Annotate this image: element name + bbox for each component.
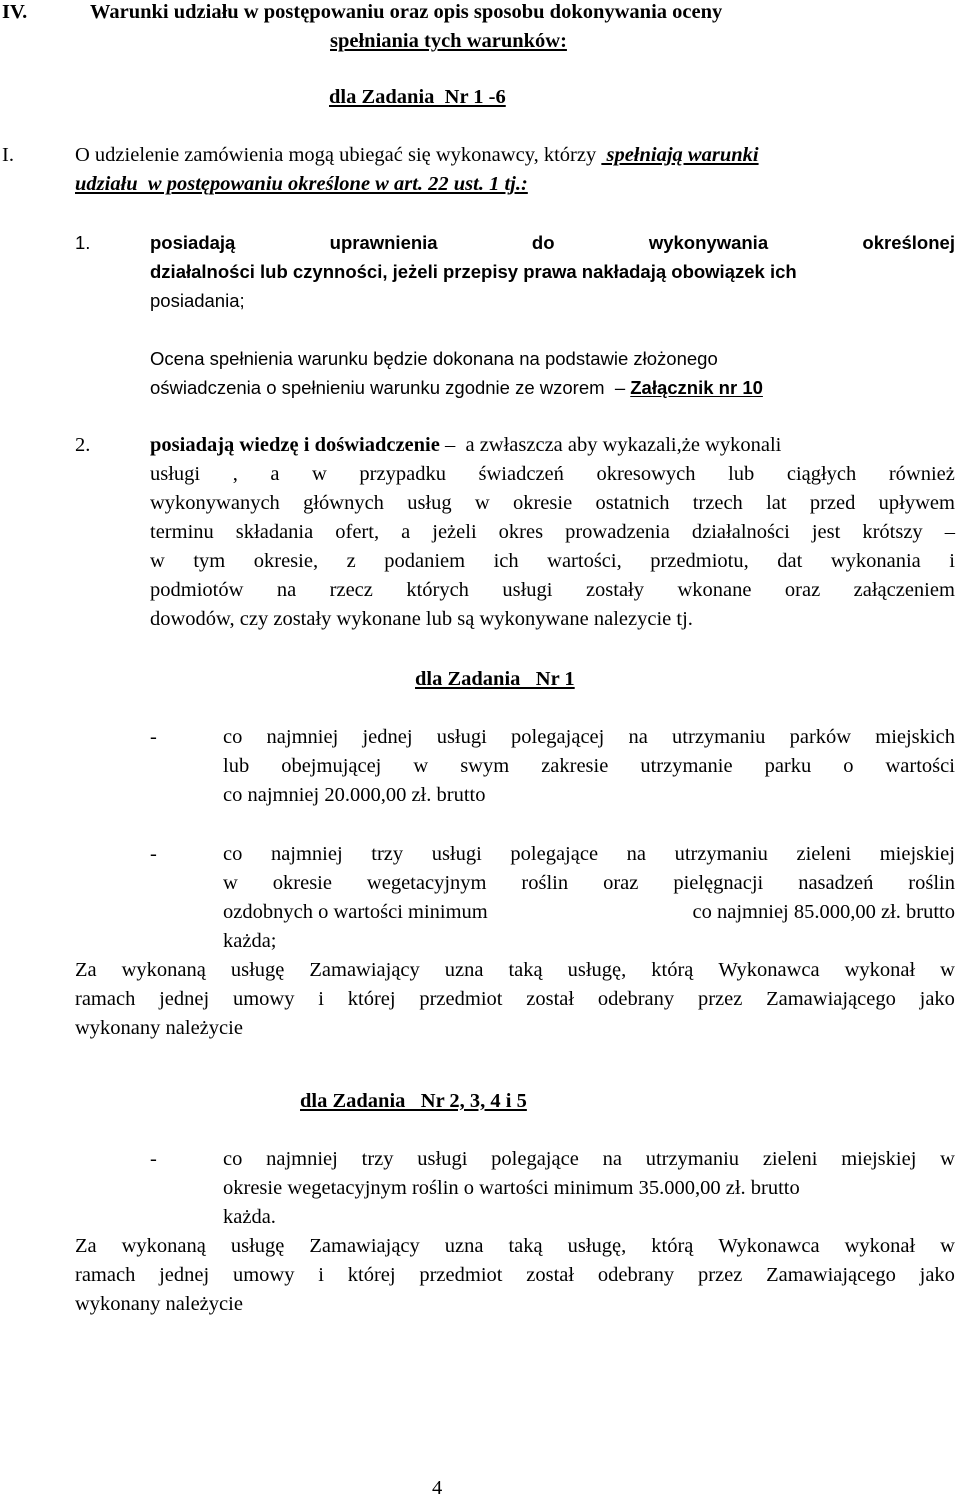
section-i-line1-plain: O udzielenie zamówienia mogą ubiegać się wykonawcy, którzy — [75, 144, 602, 166]
task2-bullet1-dash: - — [150, 1148, 157, 1170]
item2-line4: terminu składania ofert, a jeżeli okres prowadzenia działalności jest krótszy – — [150, 521, 955, 543]
item2-bold-phrase: posiadają wiedzę i doświadczenie — [150, 434, 440, 456]
item1-word-4: wykonywania — [648, 232, 769, 253]
task1-bullet2-line4: każda; — [223, 930, 277, 952]
task1-note-line2: ramach jednej umowy i której przedmiot został odebrany przez Zamawiającego jako — [75, 988, 955, 1010]
item2-line1 — [150, 431, 781, 460]
item1-line1 — [150, 228, 955, 257]
section-iv-subtitle: dla Zadania Nr 1 -6 — [329, 86, 506, 108]
section-i-line2: udziału w postępowaniu określone w art. 22 ust. 1 tj.: — [75, 173, 528, 195]
task1-note-line3: wykonany należycie — [75, 1017, 243, 1039]
task1-bullet1-line2: lub obejmującej w swym zakresie utrzymanie parku o wartości — [223, 755, 955, 777]
item1-word-1: posiadają — [150, 232, 236, 253]
task2-bullet1-line3: każda. — [223, 1206, 276, 1228]
task1-heading: dla Zadania Nr 1 — [415, 668, 575, 690]
section-i-numeral: I. — [2, 144, 14, 166]
task1-bullet2-line3-left: ozdobnych o wartości minimum — [223, 901, 488, 923]
task2-bullet1-line1: co najmniej trzy usługi polegające na utrzymaniu zieleni miejskiej w — [223, 1148, 955, 1170]
item2-line6: podmiotów na rzecz których usługi zostały wkonane oraz załączeniem — [150, 579, 955, 601]
task1-bullet2-line1: co najmniej trzy usługi polegające na utrzymaniu zieleni miejskiej — [223, 843, 955, 865]
task2-bullet1-line2: okresie wegetacyjnym roślin o wartości minimum 35.000,00 zł. brutto — [223, 1177, 800, 1199]
item1-line2: działalności lub czynności, jeżeli przepisy prawa nakładają obowiązek ich — [150, 261, 797, 282]
item1-line3: posiadania; — [150, 290, 245, 311]
item1-assessment-line2 — [150, 373, 763, 403]
item1-word-2: uprawnienia — [329, 232, 438, 253]
section-iv-title-line1: Warunki udziału w postępowaniu oraz opis sposobu dokonywania oceny — [90, 1, 723, 23]
task1-bullet1-dash: - — [150, 726, 157, 748]
task2-note-line1: Za wykonaną usługę Zamawiający uzna taką usługę, którą Wykonawca wykonał w — [75, 1235, 955, 1257]
attachment-reference: Załącznik nr 10 — [630, 377, 763, 398]
item1-word-3: do — [531, 232, 555, 253]
task1-bullet2-line3-right: co najmniej 85.000,00 zł. brutto — [692, 901, 955, 923]
task1-note-line1: Za wykonaną usługę Zamawiający uzna taką usługę, którą Wykonawca wykonał w — [75, 959, 955, 981]
item1-number: 1. — [75, 232, 91, 253]
task1-bullet2-line2: w okresie wegetacyjnym roślin oraz pielęgnacji nasadzeń roślin — [223, 872, 955, 894]
task2-note-line2: ramach jednej umowy i której przedmiot został odebrany przez Zamawiającego jako — [75, 1264, 955, 1286]
item2-line5: w tym okresie, z podaniem ich wartości, przedmiotu, dat wykonania i — [150, 550, 955, 572]
task1-bullet1-line1: co najmniej jednej usługi polegającej na utrzymaniu parków miejskich — [223, 726, 955, 748]
section-i-line1-emphasis: spełniają warunki — [601, 144, 759, 166]
task1-bullet1-line3: co najmniej 20.000,00 zł. brutto — [223, 784, 486, 806]
item2-line2: usługi , a w przypadku świadczeń okresowych lub ciągłych również — [150, 463, 955, 485]
item2-line1-rest: – a zwłaszcza aby wykazali,że wykonali — [439, 434, 782, 456]
task2-note-line3: wykonany należycie — [75, 1293, 243, 1315]
item2-number: 2. — [75, 434, 91, 456]
item2-last-line: dowodów, czy zostały wykonane lub są wykonywane nalezycie tj. — [150, 608, 693, 630]
item1-assessment-line1: Ocena spełnienia warunku będzie dokonana na podstawie złożonego — [150, 348, 718, 369]
page-number: 4 — [432, 1477, 443, 1499]
section-iv-title-line2: spełniania tych warunków: — [330, 30, 567, 52]
section-i-line1 — [75, 141, 955, 170]
task2-heading: dla Zadania Nr 2, 3, 4 i 5 — [300, 1090, 527, 1112]
item2-line3: wykonywanych głównych usług w okresie ostatnich trzech lat przed upływem — [150, 492, 955, 514]
item1-word-5: określonej — [862, 232, 955, 253]
task1-bullet2-dash: - — [150, 843, 157, 865]
section-iv-numeral: IV. — [2, 1, 28, 23]
item1-assessment-text: oświadczenia o spełnieniu warunku zgodnie ze wzorem – — [150, 377, 631, 398]
